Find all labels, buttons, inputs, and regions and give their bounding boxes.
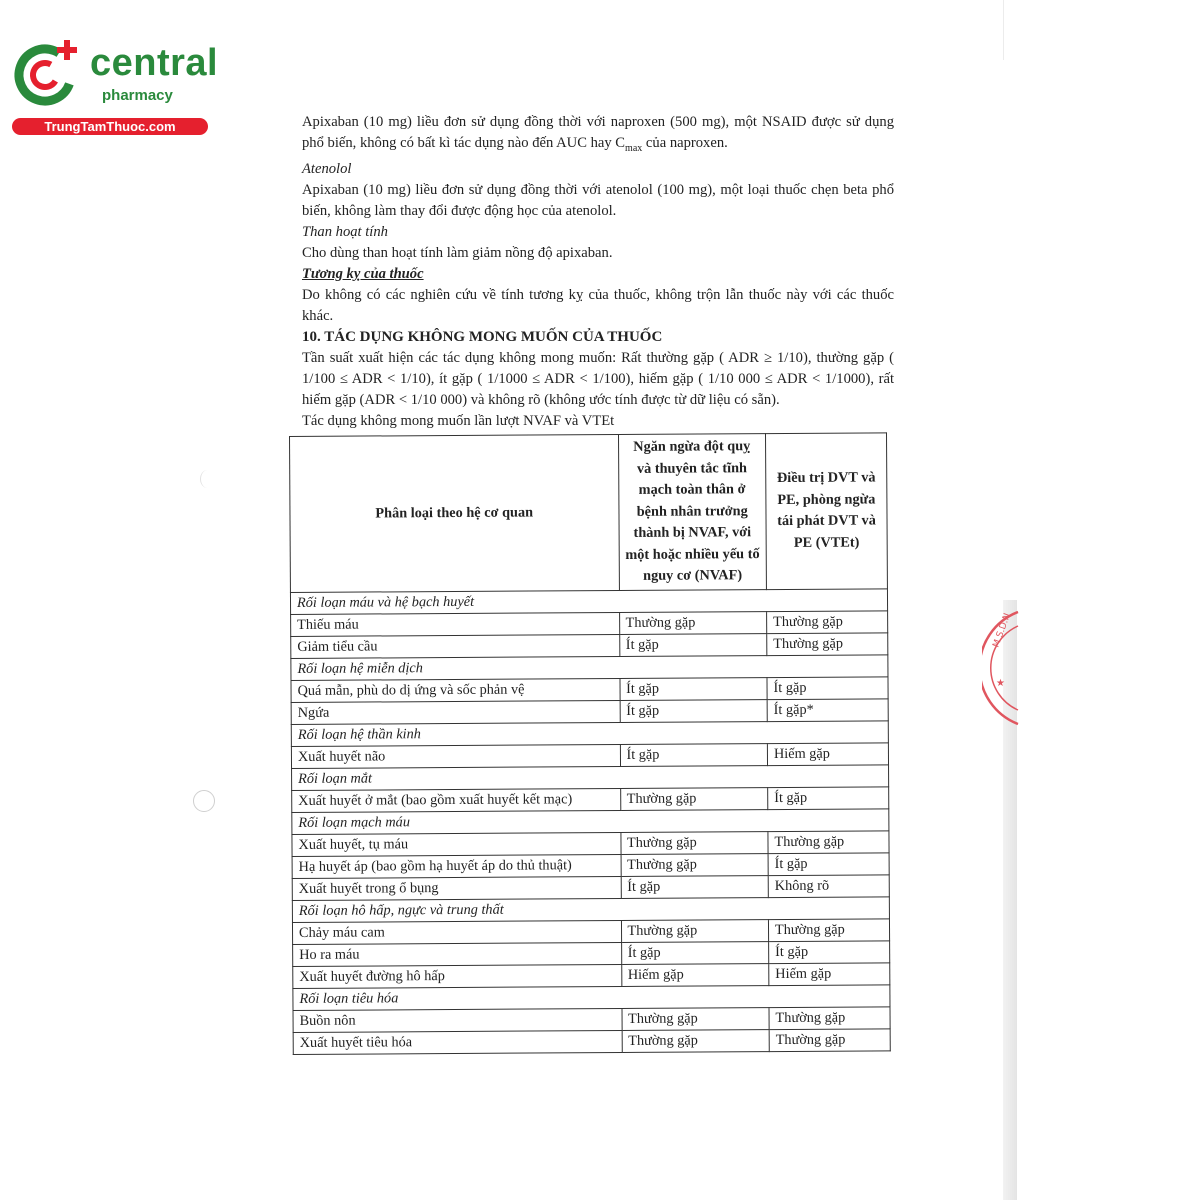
- punch-hole-faint: [200, 470, 215, 488]
- table-cell-effect: Xuất huyết tiêu hóa: [293, 1030, 622, 1054]
- table-category-label: Rối loạn hệ miễn dịch: [291, 654, 888, 680]
- svg-text:M.S.D.N: M.S.D.N: [991, 612, 1014, 650]
- table-body: [290, 588, 890, 1054]
- table-cell-effect: Xuất huyết ở mắt (bao gồm xuất huyết kết mạc): [292, 788, 621, 812]
- table-cell-effect: Buồn nôn: [293, 1008, 622, 1032]
- subheading-atenolol: Atenolol: [302, 160, 352, 177]
- table-cell-nvaf: Thường gặp: [620, 831, 768, 854]
- table-header-vtet: Điều trị DVT và PE, phòng ngừa tái phát DVT và PE (VTEt): [765, 433, 887, 589]
- table-cell-nvaf: Ít gặp: [620, 699, 768, 722]
- subheading-incompatibility: Tương kỵ của thuốc: [302, 265, 424, 282]
- table-cell-vtet: Ít gặp: [769, 940, 890, 963]
- table-cell-effect: Ngứa: [291, 700, 620, 724]
- table-cell-effect: Xuất huyết, tụ máu: [292, 832, 621, 856]
- table-cell-nvaf: Ít gặp: [621, 875, 769, 898]
- table-category-label: Rối loạn mạch máu: [292, 808, 889, 834]
- table-cell-vtet: Ít gặp: [768, 786, 889, 809]
- table-cell-vtet: Thường gặp: [767, 610, 888, 633]
- table-category-label: Rối loạn máu và hệ bạch huyết: [290, 588, 887, 614]
- table-cell-vtet: Thường gặp: [768, 918, 889, 941]
- table-cell-vtet: Thường gặp: [769, 1028, 890, 1051]
- table-cell-effect: Hạ huyết áp (bao gồm hạ huyết áp do thủ thuật): [292, 854, 621, 878]
- table-cell-effect: Ho ra máu: [293, 942, 622, 966]
- central-logo-icon: [12, 38, 82, 108]
- table-header-organ-class: Phân loại theo hệ cơ quan: [290, 434, 619, 592]
- document-body: [302, 112, 894, 432]
- table-cell-effect: Thiếu máu: [291, 612, 620, 636]
- table-cell-vtet: Thường gặp: [767, 632, 888, 655]
- table-row: [293, 1028, 890, 1054]
- brand-site: TrungTamThuoc.com: [12, 118, 208, 135]
- svg-text:★: ★: [996, 678, 1005, 689]
- table-category-label: Rối loạn tiêu hóa: [293, 984, 890, 1010]
- brand-name: central: [90, 42, 219, 84]
- table-cell-nvaf: Ít gặp: [619, 633, 767, 656]
- table-cell-effect: Xuất huyết trong ổ bụng: [292, 876, 621, 900]
- brand-sub: pharmacy: [102, 87, 173, 104]
- table-header-nvaf: Ngăn ngừa đột quỵ và thuyên tắc tĩnh mạch toàn thân ở bệnh nhân trưởng thành bị NVAF, với một hoặc nhiều yếu tố nguy cơ (NVAF): [618, 434, 766, 590]
- table-cell-effect: Chảy máu cam: [292, 920, 621, 944]
- section-heading-adverse-effects: 10. TÁC DỤNG KHÔNG MONG MUỐN CỦA THUỐC: [302, 328, 663, 345]
- table-cell-vtet: Hiếm gặp: [769, 962, 890, 985]
- table-cell-vtet: Không rõ: [768, 874, 889, 897]
- stamp-fragment-icon: [982, 608, 1022, 728]
- page-edge-line: [1003, 0, 1004, 60]
- table-cell-effect: Quá mẫn, phù do dị ứng và sốc phản vệ: [291, 678, 620, 702]
- table-cell-nvaf: Thường gặp: [622, 1007, 770, 1030]
- table-cell-vtet: Ít gặp: [767, 676, 888, 699]
- table-cell-vtet: Ít gặp*: [767, 698, 888, 721]
- paragraph-incompatibility: Do không có các nghiên cứu về tính tương kỵ của thuốc, không trộn lẫn thuốc này với các thuốc khác.: [302, 286, 894, 324]
- table-category-label: Rối loạn mắt: [292, 764, 889, 790]
- table-cell-nvaf: Thường gặp: [622, 1029, 770, 1052]
- table-category-label: Rối loạn hô hấp, ngực và trung thất: [292, 896, 889, 922]
- punch-hole: [193, 790, 215, 812]
- paragraph-frequency: Tần suất xuất hiện các tác dụng không mong muốn: Rất thường gặp ( ADR ≥ 1/10), thường gặp ( 1/100 ≤ ADR < 1/10), ít gặp ( 1/1000 ≤ ADR < 1/100), hiếm gặp ( 1/10 000 ≤ ADR < 1/1000), rất hiếm gặp (ADR < 1/10 000) và không rõ (không ước tính được từ dữ liệu có sẵn).: [302, 349, 894, 408]
- adverse-effects-table: [289, 432, 891, 1054]
- table-cell-nvaf: Ít gặp: [620, 743, 768, 766]
- table-cell-nvaf: Thường gặp: [619, 611, 767, 634]
- paragraph-charcoal: Cho dùng than hoạt tính làm giảm nồng độ apixaban.: [302, 244, 613, 261]
- subheading-charcoal: Than hoạt tính: [302, 223, 388, 240]
- paragraph-naproxen: Apixaban (10 mg) liều đơn sử dụng đồng thời với naproxen (500 mg), một NSAID được sử dụng phổ biến, không có bất kì tác dụng nào đến AUC hay $C_{max}$ của naproxen.: [302, 114, 894, 154]
- table-category-label: Rối loạn hệ thần kinh: [291, 720, 888, 746]
- table-cell-nvaf: Thường gặp: [621, 919, 769, 942]
- table-cell-nvaf: Ít gặp: [621, 941, 769, 964]
- table-cell-vtet: Thường gặp: [768, 830, 889, 853]
- table-cell-nvaf: Hiếm gặp: [621, 963, 769, 986]
- table-cell-effect: Xuất huyết đường hô hấp: [293, 964, 622, 988]
- table-cell-effect: Giảm tiểu cầu: [291, 634, 620, 658]
- paragraph-table-intro: Tác dụng không mong muốn lần lượt NVAF và VTEt: [302, 412, 615, 429]
- paragraph-atenolol: Apixaban (10 mg) liều đơn sử dụng đồng thời với atenolol (100 mg), một loại thuốc chẹn beta phổ biến, không làm thay đổi được động học của atenolol.: [302, 181, 894, 219]
- table-cell-vtet: Ít gặp: [768, 852, 889, 875]
- table-cell-nvaf: Thường gặp: [621, 853, 769, 876]
- brand-logo: [12, 38, 219, 138]
- table-cell-nvaf: Ít gặp: [619, 677, 767, 700]
- table-cell-effect: Xuất huyết não: [291, 744, 620, 768]
- table-cell-vtet: Hiếm gặp: [767, 742, 888, 765]
- table-cell-vtet: Thường gặp: [769, 1006, 890, 1029]
- table-cell-nvaf: Thường gặp: [620, 787, 768, 810]
